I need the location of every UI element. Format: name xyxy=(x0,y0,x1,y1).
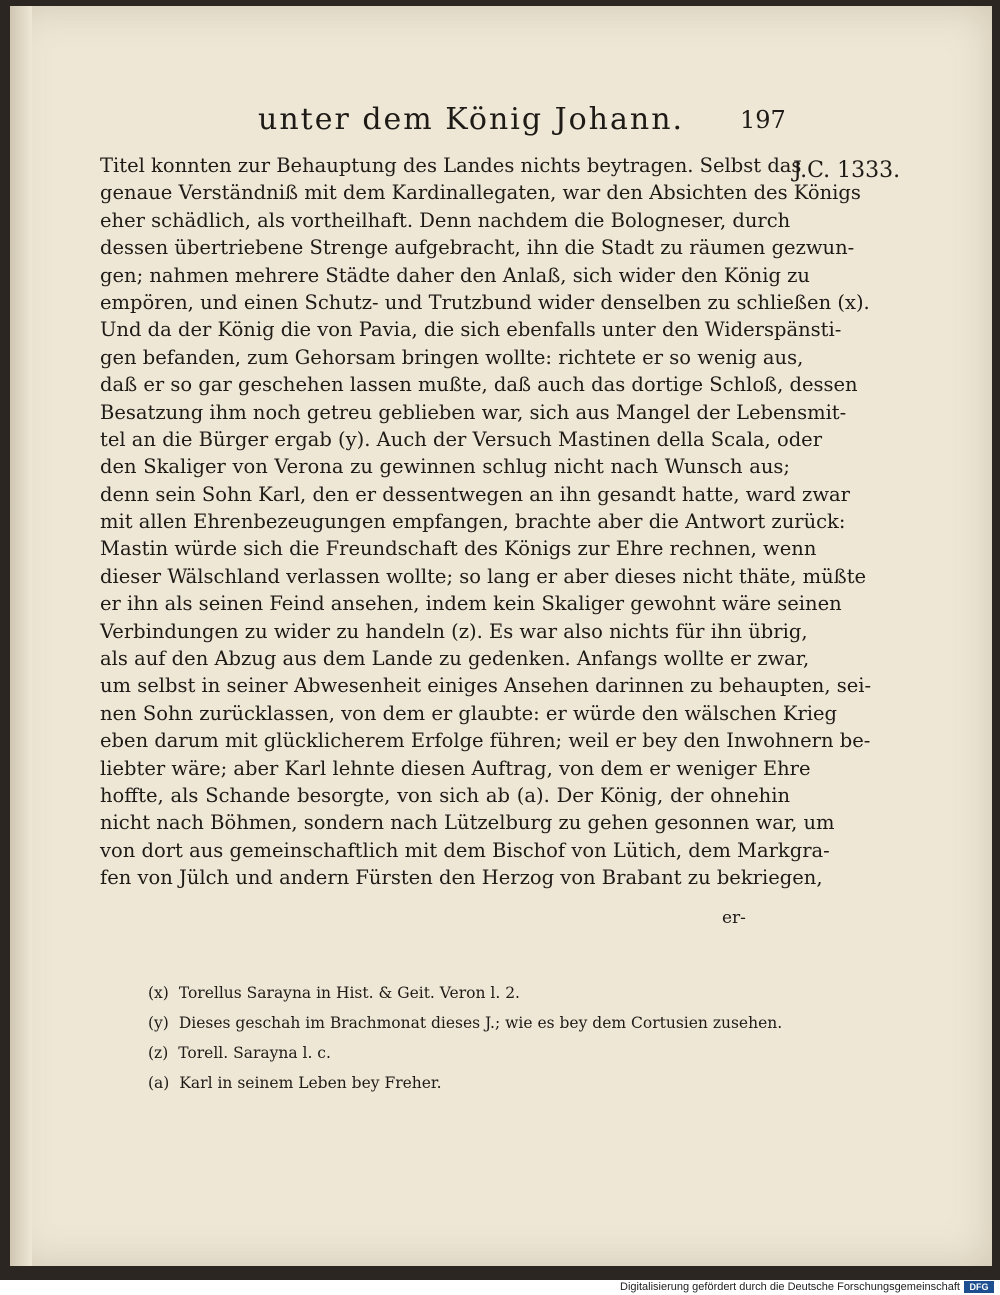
footnote-text: Dieses geschah im Brachmonat dieses J.; wie es bey dem Cortusien zusehen. xyxy=(178,1014,783,1032)
dfg-logo: DFG xyxy=(964,1281,994,1293)
page-header xyxy=(10,102,992,142)
text-line: eher schädlich, als vortheilhaft. Denn nachdem die Bologneser, durch xyxy=(100,208,791,232)
footnotes xyxy=(148,978,788,1098)
text-line: gen befanden, zum Gehorsam bringen wollte: richtete er so wenig aus, xyxy=(100,345,804,369)
footnote xyxy=(148,978,788,1008)
text-line: Titel konnten zur Behauptung des Landes nichts beytragen. Selbst das xyxy=(100,154,802,177)
footnote-mark: (x) xyxy=(148,984,169,1002)
text-line: fen von Jülch und andern Fürsten den Herzog von Brabant zu bekriegen, xyxy=(100,866,823,890)
text-line: denn sein Sohn Karl, den er dessentwegen an ihn gesandt hatte, ward zwar xyxy=(100,482,850,506)
text-line: von dort aus gemeinschaftlich mit dem Bischof von Lütich, dem Markgra- xyxy=(100,838,830,862)
footnote-text: Torell. Sarayna l. c. xyxy=(178,1044,331,1062)
footnote-mark: (z) xyxy=(148,1044,169,1062)
book-page xyxy=(10,6,992,1266)
text-line: tel an die Bürger ergab (y). Auch der Versuch Mastinen della Scala, oder xyxy=(100,427,823,451)
text-line: empören, und einen Schutz- und Trutzbund wider denselben zu schließen (x). xyxy=(100,290,870,314)
text-line: daß er so gar geschehen lassen mußte, daß auch das dortige Schloß, dessen xyxy=(100,373,858,397)
text-line: nen Sohn zurücklassen, von dem er glaubte: er würde den wälschen Krieg xyxy=(100,701,838,725)
footnote xyxy=(148,1008,788,1038)
margin-year-note: J.C. 1333. xyxy=(793,158,901,183)
footnote xyxy=(148,1068,788,1098)
text-line: er ihn als seinen Feind ansehen, indem kein Skaliger gewohnt wäre seinen xyxy=(100,592,842,616)
catchword: er- xyxy=(722,908,746,928)
text-line: gen; nahmen mehrere Städte daher den Anlaß, sich wider den König zu xyxy=(100,263,810,287)
footnote-text: Karl in seinem Leben bey Freher. xyxy=(179,1074,442,1092)
text-line: Verbindungen zu wider zu handeln (z). Es war also nichts für ihn übrig, xyxy=(100,619,808,643)
page-number: 197 xyxy=(740,106,786,134)
funding-credit: Digitalisierung gefördert durch die Deutsche Forschungsgemeinschaft xyxy=(620,1281,960,1293)
text-line: den Skaliger von Verona zu gewinnen schlug nicht nach Wunsch aus; xyxy=(100,455,790,479)
text-line: dieser Wälschland verlassen wollte; so lang er aber dieses nicht thäte, müßte xyxy=(100,564,867,588)
text-line: mit allen Ehrenbezeugungen empfangen, brachte aber die Antwort zurück: xyxy=(100,510,846,534)
footnote-mark: (a) xyxy=(148,1074,170,1092)
footnote-mark: (y) xyxy=(148,1014,169,1032)
text-line: Mastin würde sich die Freundschaft des Königs zur Ehre rechnen, wenn xyxy=(100,537,817,561)
footnote-text: Torellus Sarayna in Hist. & Geit. Veron l. 2. xyxy=(178,984,520,1002)
text-line: Besatzung ihm noch getreu geblieben war, sich aus Mangel der Lebensmit- xyxy=(100,400,847,424)
running-title: unter dem König Johann. xyxy=(258,102,685,137)
text-line: um selbst in seiner Abwesenheit einiges Ansehen darinnen zu behaupten, sei- xyxy=(100,674,872,698)
page-gutter xyxy=(10,6,32,1266)
text-line: liebter wäre; aber Karl lehnte diesen Auftrag, von dem er weniger Ehre xyxy=(100,756,811,780)
text-line: genaue Verständniß mit dem Kardinallegaten, war den Absichten des Königs xyxy=(100,181,861,205)
text-line: eben darum mit glücklicherem Erfolge führen; weil er bey den Inwohnern be- xyxy=(100,729,871,753)
text-line: Und da der König die von Pavia, die sich ebenfalls unter den Widerspänsti- xyxy=(100,318,842,342)
text-line: dessen übertriebene Strenge aufgebracht, ihn die Stadt zu räumen gezwun- xyxy=(100,236,855,260)
text-line: hoffte, als Schande besorgte, von sich ab (a). Der König, der ohnehin xyxy=(100,783,790,807)
text-line: als auf den Abzug aus dem Lande zu gedenken. Anfangs wollte er zwar, xyxy=(100,647,810,671)
text-line: nicht nach Böhmen, sondern nach Lützelburg zu gehen gesonnen war, um xyxy=(100,811,835,835)
footnote xyxy=(148,1038,788,1068)
